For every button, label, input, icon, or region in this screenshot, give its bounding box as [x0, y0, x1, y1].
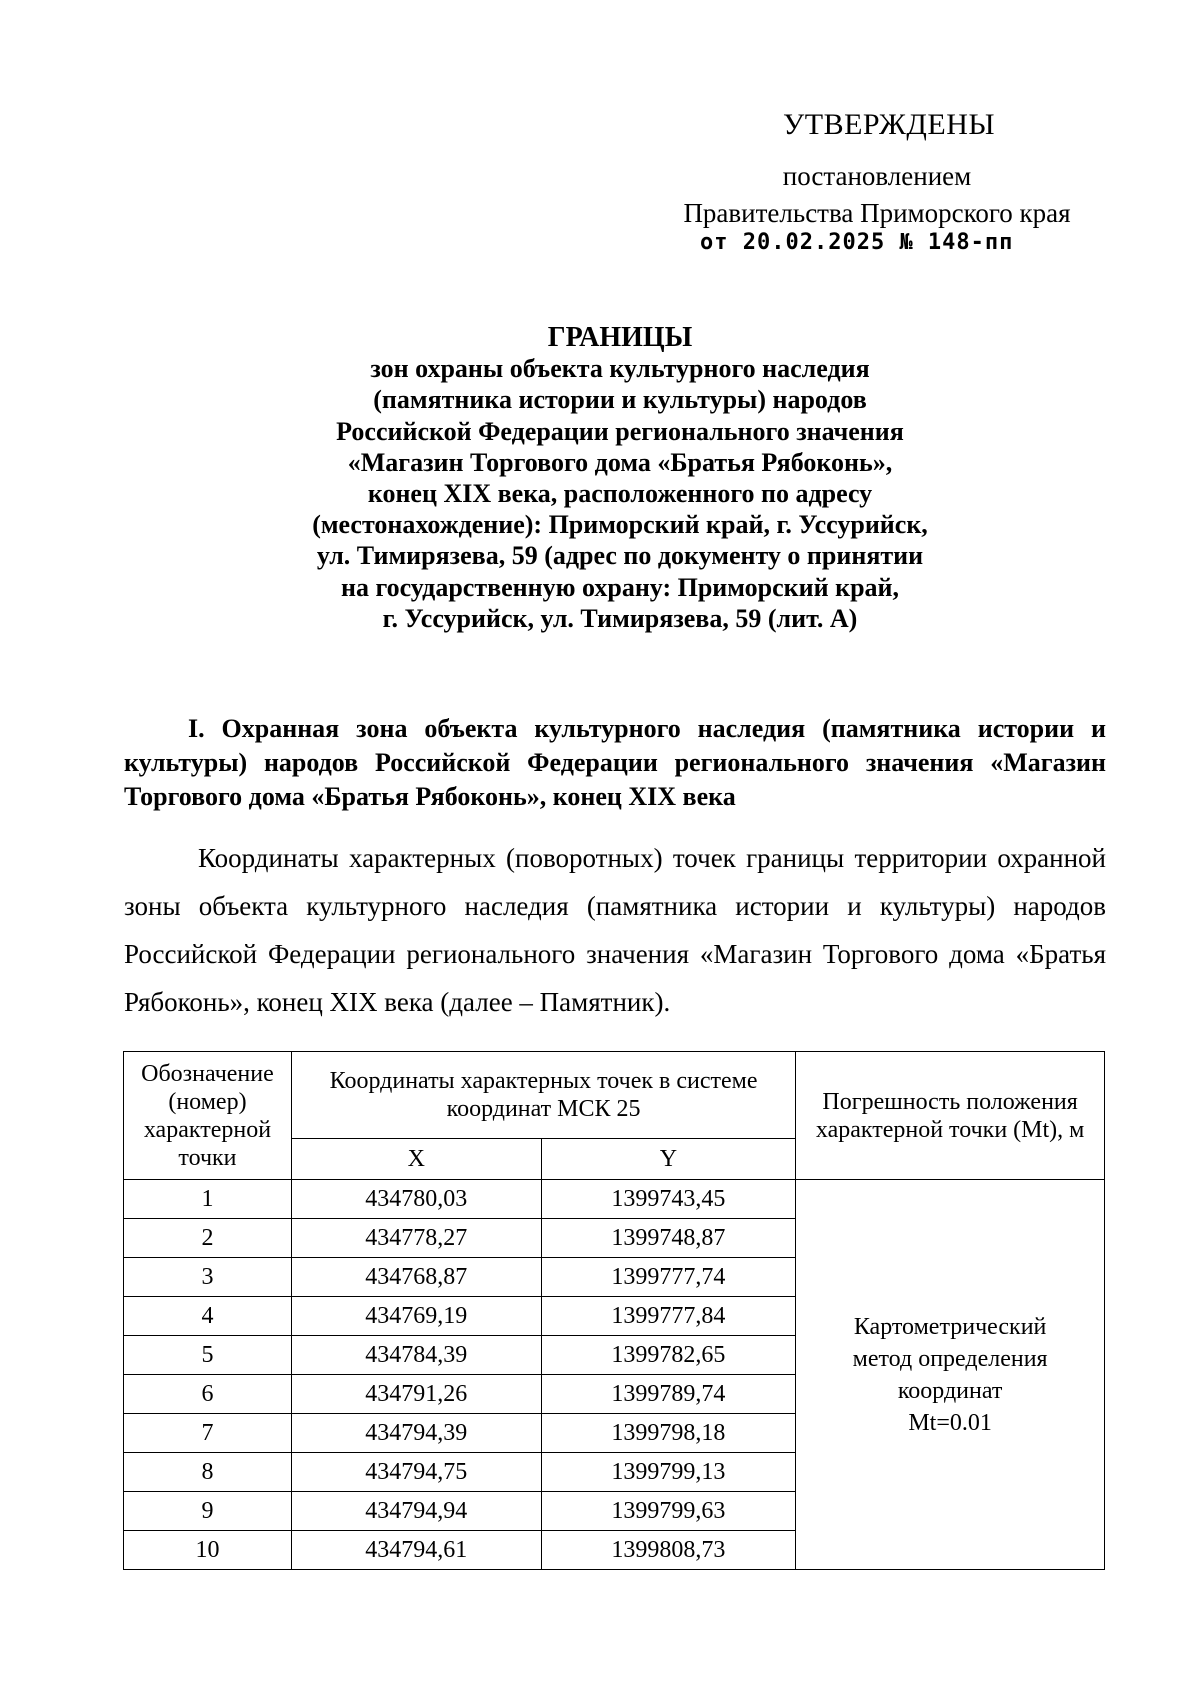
- point-number: 3: [124, 1258, 292, 1297]
- approval-line-2: Правительства Приморского края: [683, 198, 1071, 228]
- header-error: Погрешность положения характерной точки (Mt), м: [796, 1052, 1105, 1180]
- document-title: [230, 322, 1010, 634]
- coord-y: 1399777,84: [541, 1297, 796, 1336]
- coord-y: 1399798,18: [541, 1414, 796, 1453]
- header-point-number: Обозначение (номер) характерной точки: [124, 1052, 292, 1180]
- point-number: 5: [124, 1336, 292, 1375]
- header-x: X: [291, 1139, 541, 1180]
- error-value: [796, 1180, 1105, 1570]
- coord-y: 1399743,45: [541, 1180, 796, 1219]
- coord-x: 434768,87: [291, 1258, 541, 1297]
- title-line: (местонахождение): Приморский край, г. Уссурийск,: [312, 510, 928, 540]
- title-line: г. Уссурийск, ул. Тимирязева, 59 (лит. А): [382, 603, 858, 633]
- point-number: 8: [124, 1453, 292, 1492]
- coord-x: 434794,61: [291, 1531, 541, 1570]
- coord-y: 1399808,73: [541, 1531, 796, 1570]
- coord-x: 434794,94: [291, 1492, 541, 1531]
- coord-x: 434778,27: [291, 1219, 541, 1258]
- approval-date: от 20.02.2025 № 148-пп: [700, 230, 1014, 255]
- title-line: ГРАНИЦЫ: [547, 322, 693, 353]
- title-line: ул. Тимирязева, 59 (адрес по документу о принятии: [316, 541, 924, 571]
- coord-x: 434780,03: [291, 1180, 541, 1219]
- title-line: зон охраны объекта культурного наследия: [370, 354, 870, 384]
- error-value-line: Mt=0.01: [908, 1409, 992, 1436]
- point-number: 10: [124, 1531, 292, 1570]
- point-number: 9: [124, 1492, 292, 1531]
- approval-heading: УТВЕРЖДЕНЫ: [783, 108, 996, 141]
- point-number: 7: [124, 1414, 292, 1453]
- table-row: [124, 1180, 1105, 1219]
- coord-x: 434769,19: [291, 1297, 541, 1336]
- coord-x: 434791,26: [291, 1375, 541, 1414]
- section-body: Координаты характерных (поворотных) точек границы территории охранной зоны объекта культурного наследия (памятника истории и культуры) народов Российской Федерации регионального значения «Магазин Торгового дома «Братья Рябоконь», конец XIX века (далее – Памятник).: [124, 843, 1106, 1017]
- point-number: 6: [124, 1375, 292, 1414]
- title-line: на государственную охрану: Приморский край,: [340, 572, 900, 602]
- point-number: 2: [124, 1219, 292, 1258]
- section-heading: I. Охранная зона объекта культурного наследия (памятника истории и культуры) народов Российской Федерации регионального значения «Магазин Торгового дома «Братья Рябоконь», конец XIX века: [124, 714, 1106, 811]
- coord-x: 434794,39: [291, 1414, 541, 1453]
- coord-x: 434794,75: [291, 1453, 541, 1492]
- title-line: «Магазин Торгового дома «Братья Рябоконь»,: [347, 447, 893, 477]
- coord-x: 434784,39: [291, 1336, 541, 1375]
- point-number: 4: [124, 1297, 292, 1336]
- coord-y: 1399748,87: [541, 1219, 796, 1258]
- coord-y: 1399799,63: [541, 1492, 796, 1531]
- approval-authority: [657, 158, 1097, 232]
- coord-y: 1399799,13: [541, 1453, 796, 1492]
- approval-line-1: постановлением: [782, 161, 972, 191]
- error-value-line: метод определения: [852, 1345, 1048, 1372]
- header-y: Y: [541, 1139, 796, 1180]
- error-value-line: Картометрический: [853, 1313, 1047, 1340]
- title-line: Российской Федерации регионального значения: [336, 416, 904, 446]
- coordinates-table: [123, 1051, 1105, 1570]
- coord-y: 1399777,74: [541, 1258, 796, 1297]
- header-coordinates: Координаты характерных точек в системе координат МСК 25: [291, 1052, 795, 1139]
- title-line: конец XIX века, расположенного по адресу: [367, 479, 873, 509]
- point-number: 1: [124, 1180, 292, 1219]
- title-line: (памятника истории и культуры) народов: [373, 385, 867, 415]
- coord-y: 1399782,65: [541, 1336, 796, 1375]
- coord-y: 1399789,74: [541, 1375, 796, 1414]
- error-value-line: координат: [897, 1377, 1003, 1404]
